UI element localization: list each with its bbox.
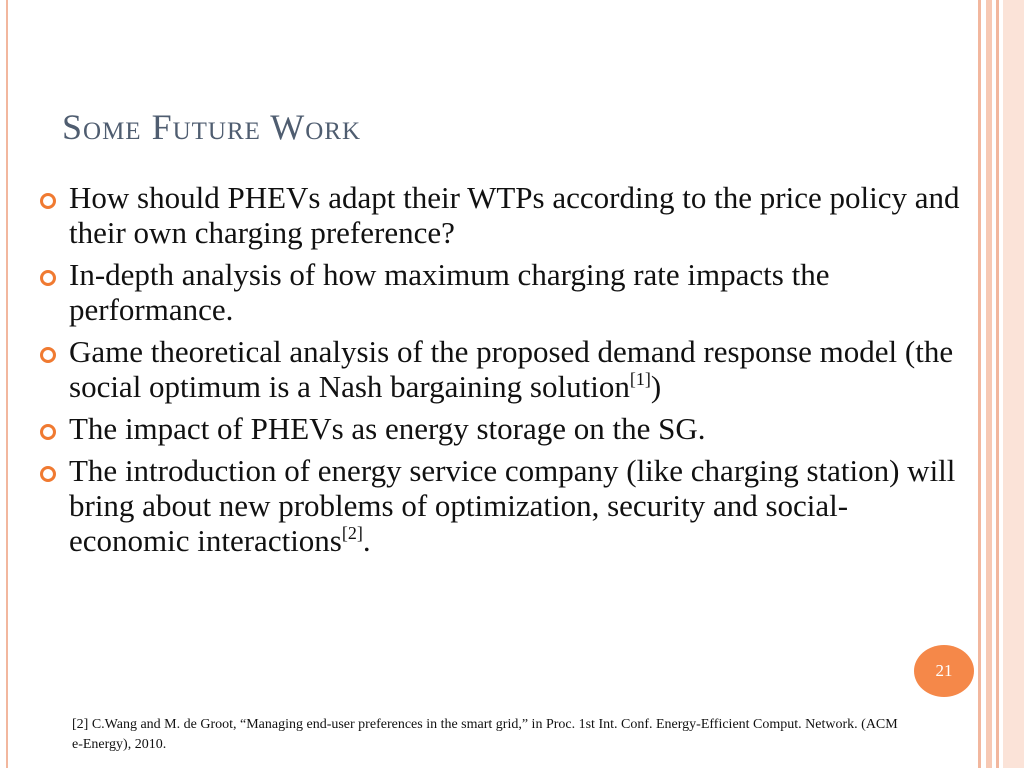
bullet-list — [40, 180, 960, 565]
frame-stripe — [986, 0, 992, 768]
hollow-circle-bullet-icon — [40, 424, 56, 440]
citation-marker: [2] — [341, 523, 363, 543]
bullet-item — [40, 411, 960, 446]
bullet-item — [40, 334, 960, 404]
footnote: [2] C.Wang and M. de Groot, “Managing end-user preferences in the smart grid,” in Proc. 1st Int. Conf. Energy-Efficient Comput. Network. (ACM e-Energy), 2010. — [72, 717, 898, 752]
frame-stripe — [1003, 0, 1024, 768]
bullet-item — [40, 257, 960, 327]
slide-frame-left-border — [6, 0, 8, 768]
slide-frame-right-stripes — [976, 0, 1024, 768]
bullet-text: In-depth analysis of how maximum charging rate impacts the performance. — [69, 257, 830, 327]
bullet-text-suffix: . — [362, 523, 371, 558]
citation-marker: [1] — [629, 369, 651, 389]
bullet-text: Game theoretical analysis of the proposed demand response model (the social optimum is a Nash bargaining solution — [69, 334, 954, 404]
bullet-text: The introduction of energy service company (like charging station) will bring about new problems of optimization, security and social-economic interactions — [69, 453, 956, 558]
hollow-circle-bullet-icon — [40, 193, 56, 209]
hollow-circle-bullet-icon — [40, 347, 56, 363]
bullet-text-suffix: ) — [650, 369, 662, 404]
bullet-text: The impact of PHEVs as energy storage on the SG. — [69, 411, 706, 446]
bullet-item — [40, 453, 960, 558]
hollow-circle-bullet-icon — [40, 270, 56, 286]
frame-stripe — [978, 0, 981, 768]
frame-stripe — [996, 0, 999, 768]
hollow-circle-bullet-icon — [40, 466, 56, 482]
bullet-text: How should PHEVs adapt their WTPs according to the price policy and their own charging preference? — [69, 180, 960, 250]
bullet-item — [40, 180, 960, 250]
slide-title: Some Future Work — [62, 107, 362, 147]
page-number-badge: 21 — [914, 645, 974, 697]
